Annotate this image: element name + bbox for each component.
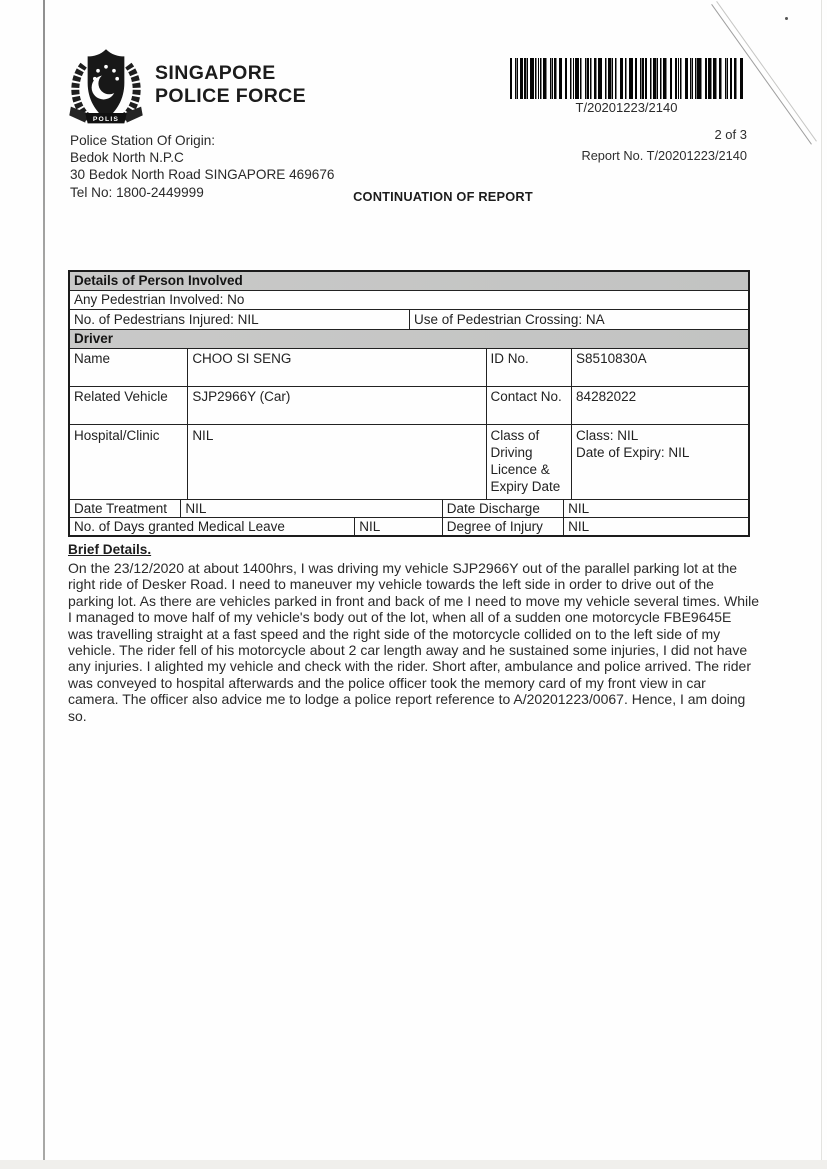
contact-value: 84282022: [576, 389, 637, 404]
scan-edge-line-right: [821, 0, 822, 1169]
scan-speck: [785, 17, 788, 20]
table-row: [70, 291, 748, 310]
agency-name: [155, 62, 306, 107]
licence-label: Class of Driving Licence & Expiry Date: [487, 425, 573, 499]
star-icon: [93, 77, 97, 81]
table-row: [70, 518, 748, 535]
details-of-person-table: [68, 270, 750, 537]
barcode-value: T/20201223/2140: [575, 100, 678, 115]
star-icon: [115, 77, 119, 81]
table-section-header: [70, 330, 748, 349]
hospital-label: Hospital/Clinic: [70, 425, 188, 499]
continuation-title: CONTINUATION OF REPORT: [353, 189, 533, 204]
name-value: CHOO SI SENG: [188, 349, 486, 386]
scan-bottom-strip: [0, 1160, 827, 1169]
report-number: Report No. T/20201223/2140: [581, 148, 747, 163]
police-crest-icon: [66, 46, 146, 129]
hospital-value: NIL: [188, 425, 486, 499]
page-number: 2 of 3: [714, 127, 747, 142]
contact-label: Contact No.: [487, 387, 573, 424]
table-row: [70, 349, 748, 387]
degree-injury-label: Degree of Injury: [443, 518, 564, 535]
agency-name-line2: POLICE FORCE: [155, 84, 307, 107]
star-icon: [112, 69, 116, 73]
id-label: ID No.: [487, 349, 573, 386]
table-row: [70, 387, 748, 425]
degree-injury-value: NIL: [568, 519, 590, 534]
scan-edge-line-left: [43, 0, 45, 1160]
star-icon: [96, 69, 100, 73]
table-row: [70, 500, 748, 518]
medical-leave-value: NIL: [355, 518, 443, 535]
date-discharge-value: NIL: [568, 501, 590, 516]
pedestrians-injured-cell: No. of Pedestrians Injured: NIL: [70, 310, 410, 329]
agency-name-line1: SINGAPORE: [155, 62, 276, 84]
table-row: [70, 310, 748, 330]
licence-expiry: Date of Expiry: NIL: [576, 445, 690, 460]
related-vehicle-label: Related Vehicle: [70, 387, 188, 424]
pedestrian-crossing-cell: Use of Pedestrian Crossing: NA: [414, 312, 605, 327]
id-value: S8510830A: [576, 351, 647, 366]
table-section-header: [70, 272, 748, 291]
date-discharge-label: Date Discharge: [443, 500, 564, 517]
licence-value: [572, 425, 748, 499]
station-name: Bedok North N.P.C: [70, 150, 184, 166]
station-tel: Tel No: 1800-2449999: [70, 184, 204, 200]
any-pedestrian-cell: Any Pedestrian Involved: No: [74, 292, 245, 307]
station-address: 30 Bedok North Road SINGAPORE 469676: [70, 167, 335, 183]
barcode-icon: [510, 58, 743, 99]
crest-banner-text: POLIS: [92, 116, 120, 124]
brief-details-body: On the 23/12/2020 at about 1400hrs, I was driving my vehicle SJP2966Y out of the parallel parking lot at the right ride of Desker Road. I need to maneuver my vehicle towards the left side in order to drive out of the parking lot. As there are vehicles parked in front and back of me I need to move my vehicle several times. While I managed to move half of my vehicle's body out of the lot, when all of a sudden one motorcycle FBE9645E was travelling straight at a fast speed and the right side of the motorcycle collided on to the left side of my vehicle. The rider fell of his motorcycle about 2 car length away and he sustained some injuries, I did not have any injuries. I alighted my vehicle and check with the rider. Short after, ambulance and police arrived. The rider was conveyed to hospital afterwards and the police officer took the memory card of my front view in car camera. The officer also advice me to lodge a police report reference to A/20201223/0067. Hence, I am doing so.: [68, 560, 759, 724]
licence-class: Class: NIL: [576, 428, 639, 443]
report-barcode-block: [510, 58, 743, 115]
driver-section-title: Driver: [70, 330, 748, 348]
medical-leave-label: No. of Days granted Medical Leave: [70, 518, 355, 535]
star-icon: [104, 65, 108, 69]
table-row: [70, 425, 748, 500]
name-label: Name: [70, 349, 188, 386]
brief-details-title: Brief Details.: [68, 542, 152, 557]
related-vehicle-value: SJP2966Y (Car): [188, 387, 486, 424]
station-label: Police Station Of Origin:: [70, 133, 216, 148]
date-treatment-label: Date Treatment: [70, 500, 181, 517]
section-title: Details of Person Involved: [70, 272, 748, 290]
date-treatment-value: NIL: [181, 500, 442, 517]
